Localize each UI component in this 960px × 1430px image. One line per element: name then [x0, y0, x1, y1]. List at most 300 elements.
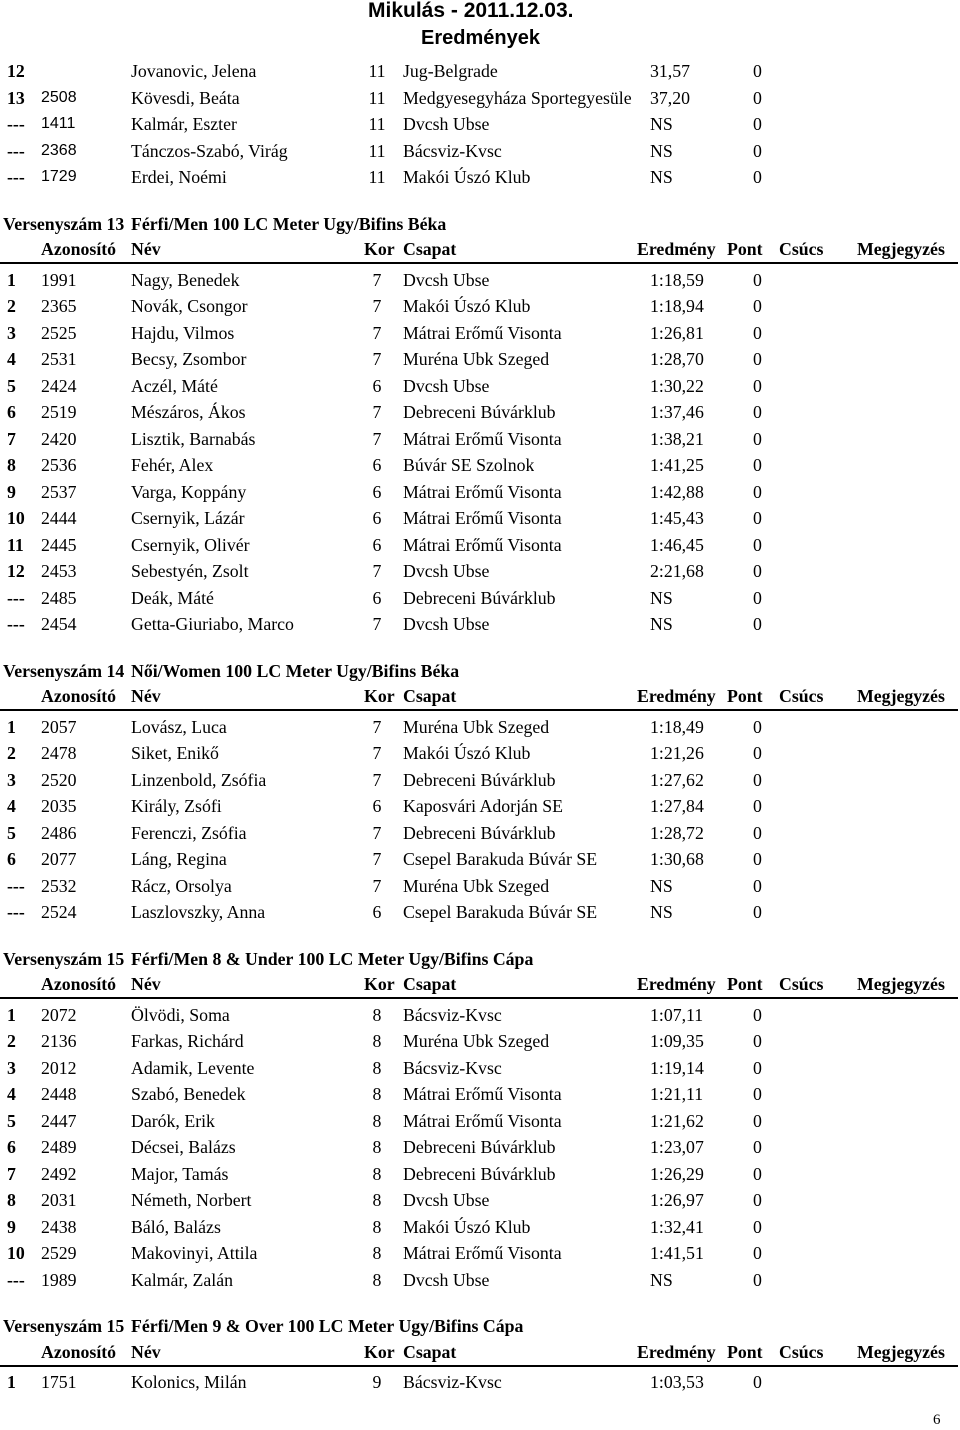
- result-cell: 1:18,94: [650, 296, 704, 316]
- result-cell: 1:07,11: [650, 1004, 704, 1025]
- age-cell: 7: [372, 614, 382, 634]
- place-cell: 1: [7, 716, 16, 737]
- athlete-id-cell: 2454: [41, 614, 77, 634]
- result-cell: 1:26,81: [650, 322, 704, 343]
- result-cell: NS: [650, 902, 673, 922]
- page-number: 6: [933, 1412, 941, 1428]
- result-row: [0, 1187, 960, 1214]
- age-cell: 7: [372, 269, 382, 290]
- athlete-id-cell: 2136: [41, 1031, 77, 1051]
- points-cell: 0: [753, 61, 762, 81]
- result-cell: 2:21,68: [650, 561, 704, 581]
- result-cell: 1:30,68: [650, 849, 704, 869]
- result-cell: 1:03,53: [650, 1372, 704, 1392]
- age-cell: 8: [372, 1084, 382, 1104]
- place-cell: 3: [7, 322, 16, 343]
- place-cell: 5: [7, 822, 16, 843]
- athlete-name-cell: Décsei, Balázs: [131, 1137, 236, 1157]
- result-cell: 31,57: [650, 61, 691, 81]
- athlete-id-cell: 2532: [41, 875, 77, 896]
- result-row: [0, 479, 960, 506]
- result-row: [0, 85, 960, 112]
- column-header-team: Csapat: [403, 974, 457, 994]
- team-cell: Mátrai Erőmű Visonta: [403, 1110, 562, 1131]
- result-row: [0, 1134, 960, 1161]
- athlete-id-cell: 2077: [41, 849, 77, 869]
- result-cell: 1:26,97: [650, 1190, 704, 1210]
- column-header-note: Megjegyzés: [857, 974, 945, 994]
- athlete-name-cell: Darók, Erik: [131, 1110, 215, 1131]
- column-header-id: Azonosító: [41, 239, 117, 259]
- result-row: [0, 452, 960, 479]
- points-cell: 0: [753, 1269, 762, 1290]
- column-header-record: Csúcs: [779, 239, 824, 259]
- result-cell: NS: [650, 614, 673, 634]
- age-cell: 7: [372, 322, 382, 343]
- result-cell: 1:28,72: [650, 822, 704, 843]
- points-cell: 0: [753, 769, 762, 790]
- event-title: [0, 946, 960, 973]
- team-cell: Dvcsh Ubse: [403, 269, 490, 290]
- points-cell: 0: [753, 1110, 762, 1131]
- athlete-id-cell: 2424: [41, 375, 77, 396]
- team-cell: Makói Úszó Klub: [403, 743, 531, 763]
- age-cell: 8: [372, 1004, 382, 1025]
- team-cell: Csepel Barakuda Búvár SE: [403, 902, 598, 922]
- column-header-row: [0, 684, 958, 711]
- athlete-id-cell: 2365: [41, 296, 77, 316]
- result-cell: 1:32,41: [650, 1216, 704, 1237]
- result-cell: 1:41,51: [650, 1243, 704, 1263]
- result-cell: 1:28,70: [650, 349, 704, 369]
- athlete-id-cell: 2478: [41, 743, 77, 763]
- age-cell: 8: [372, 1243, 382, 1263]
- place-cell: 3: [7, 1057, 16, 1078]
- column-header-age: Kor: [364, 239, 395, 259]
- points-cell: 0: [753, 1243, 762, 1263]
- athlete-name-cell: Mészáros, Ákos: [131, 402, 246, 422]
- result-row: [0, 267, 960, 294]
- result-row: [0, 1108, 960, 1135]
- age-cell: 8: [372, 1216, 382, 1237]
- team-cell: Debreceni Búvárklub: [403, 1163, 556, 1184]
- result-cell: 1:27,62: [650, 769, 704, 790]
- event-section: [0, 1313, 960, 1396]
- points-cell: 0: [753, 849, 762, 869]
- place-cell: ---: [7, 167, 25, 187]
- place-cell: ---: [7, 1269, 25, 1290]
- athlete-name-cell: Deák, Máté: [131, 587, 214, 608]
- place-cell: 1: [7, 269, 16, 290]
- result-row: [0, 740, 960, 767]
- event-section: [0, 211, 960, 638]
- points-cell: 0: [753, 167, 762, 187]
- points-cell: 0: [753, 1216, 762, 1237]
- column-header-result: Eredmény: [637, 1341, 716, 1362]
- result-row: [0, 1267, 960, 1294]
- age-cell: 9: [372, 1372, 382, 1392]
- athlete-id-cell: 2537: [41, 481, 77, 502]
- place-cell: ---: [7, 114, 25, 134]
- result-cell: 1:30,22: [650, 375, 704, 396]
- event-number-label: Versenyszám 13: [3, 213, 125, 234]
- points-cell: 0: [753, 1163, 762, 1184]
- result-cell: 1:21,26: [650, 743, 704, 763]
- result-row: [0, 138, 960, 165]
- points-cell: 0: [753, 716, 762, 737]
- results-table: [0, 267, 960, 638]
- athlete-name-cell: Major, Tamás: [131, 1163, 229, 1184]
- athlete-id-cell: 2012: [41, 1057, 77, 1078]
- age-cell: 6: [372, 375, 382, 396]
- age-cell: 8: [372, 1163, 382, 1184]
- points-cell: 0: [753, 743, 762, 763]
- column-header-age: Kor: [364, 686, 395, 706]
- team-cell: Debreceni Búvárklub: [403, 1137, 556, 1157]
- place-cell: 8: [7, 455, 16, 475]
- column-header-note: Megjegyzés: [857, 1341, 945, 1362]
- athlete-name-cell: Lovász, Luca: [131, 716, 227, 737]
- age-cell: 6: [372, 481, 382, 502]
- column-header-result: Eredmény: [637, 239, 716, 259]
- athlete-name-cell: Hajdu, Vilmos: [131, 322, 235, 343]
- athlete-name-cell: Adamik, Levente: [131, 1057, 255, 1078]
- athlete-name-cell: Csernyik, Olivér: [131, 534, 250, 555]
- result-row: [0, 532, 960, 559]
- event-section: [0, 946, 960, 1294]
- athlete-id-cell: 2525: [41, 322, 77, 343]
- athlete-id-cell: 1989: [41, 1269, 77, 1290]
- athlete-name-cell: Láng, Regina: [131, 849, 227, 869]
- points-cell: 0: [753, 587, 762, 608]
- points-cell: 0: [753, 1057, 762, 1078]
- result-cell: 1:37,46: [650, 402, 704, 422]
- age-cell: 7: [372, 849, 382, 869]
- result-row: [0, 426, 960, 453]
- event-title: [0, 658, 960, 685]
- athlete-name-cell: Makovinyi, Attila: [131, 1243, 258, 1263]
- place-cell: ---: [7, 902, 25, 922]
- points-cell: 0: [753, 114, 762, 134]
- page-title: Mikulás - 2011.12.03.: [368, 0, 574, 22]
- column-header-result: Eredmény: [637, 974, 716, 994]
- team-cell: Bácsviz-Kvsc: [403, 1057, 502, 1078]
- athlete-id-cell: 1411: [41, 115, 76, 132]
- result-row: [0, 1161, 960, 1188]
- column-header-points: Pont: [727, 1341, 763, 1362]
- result-row: [0, 111, 960, 138]
- column-header-id: Azonosító: [41, 974, 117, 994]
- event-title: [0, 1313, 960, 1340]
- age-cell: 8: [372, 1031, 382, 1051]
- age-cell: 6: [372, 455, 382, 475]
- points-cell: 0: [753, 1372, 762, 1392]
- points-cell: 0: [753, 561, 762, 581]
- athlete-id-cell: 2031: [41, 1190, 77, 1210]
- team-cell: Dvcsh Ubse: [403, 1190, 490, 1210]
- points-cell: 0: [753, 902, 762, 922]
- event-name: Férfi/Men 9 & Over 100 LC Meter Ugy/Bifins Cápa: [131, 1316, 524, 1336]
- event-section: [0, 658, 960, 926]
- athlete-name-cell: Csernyik, Lázár: [131, 508, 245, 528]
- athlete-name-cell: Szabó, Benedek: [131, 1084, 246, 1104]
- athlete-id-cell: 2520: [41, 769, 77, 790]
- athlete-id-cell: 2448: [41, 1084, 77, 1104]
- athlete-name-cell: Király, Zsófi: [131, 796, 222, 816]
- athlete-id-cell: 2035: [41, 796, 77, 816]
- event-name: Férfi/Men 8 & Under 100 LC Meter Ugy/Bifins Cápa: [131, 948, 534, 969]
- result-row: [0, 346, 960, 373]
- place-cell: 4: [7, 349, 16, 369]
- place-cell: 7: [7, 428, 16, 449]
- age-cell: 7: [372, 822, 382, 843]
- result-row: [0, 1081, 960, 1108]
- team-cell: Bácsviz-Kvsc: [403, 1004, 502, 1025]
- team-cell: Kaposvári Adorján SE: [403, 796, 564, 816]
- team-cell: Dvcsh Ubse: [403, 614, 490, 634]
- place-cell: 13: [7, 87, 25, 108]
- result-row: [0, 1028, 960, 1055]
- points-cell: 0: [753, 614, 762, 634]
- age-cell: 6: [372, 587, 382, 608]
- team-cell: Jug-Belgrade: [403, 61, 498, 81]
- continued-results-table: [0, 58, 960, 191]
- result-row: [0, 1214, 960, 1241]
- results-content: [0, 58, 960, 1396]
- column-header-points: Pont: [727, 974, 763, 994]
- age-cell: 6: [372, 902, 382, 922]
- athlete-id-cell: 2072: [41, 1004, 77, 1025]
- athlete-name-cell: Erdei, Noémi: [131, 167, 227, 187]
- result-cell: NS: [650, 140, 673, 161]
- athlete-name-cell: Kövesdi, Beáta: [131, 87, 240, 108]
- points-cell: 0: [753, 481, 762, 502]
- place-cell: 2: [7, 296, 16, 316]
- result-row: [0, 1369, 960, 1396]
- result-cell: 1:19,14: [650, 1057, 704, 1078]
- result-row: [0, 58, 960, 85]
- place-cell: 10: [7, 1243, 25, 1263]
- athlete-id-cell: 2438: [41, 1216, 77, 1237]
- result-row: [0, 164, 960, 191]
- column-header-result: Eredmény: [637, 686, 716, 706]
- age-cell: 7: [372, 349, 382, 369]
- place-cell: 3: [7, 769, 16, 790]
- points-cell: 0: [753, 455, 762, 475]
- points-cell: 0: [753, 428, 762, 449]
- result-cell: NS: [650, 875, 673, 896]
- points-cell: 0: [753, 508, 762, 528]
- place-cell: 2: [7, 743, 16, 763]
- points-cell: 0: [753, 796, 762, 816]
- result-cell: 37,20: [650, 87, 691, 108]
- team-cell: Medgyesegyháza Sportegyesüle: [403, 87, 632, 108]
- column-header-name: Név: [131, 1341, 161, 1362]
- column-header-points: Pont: [727, 239, 763, 259]
- column-header-age: Kor: [364, 974, 395, 994]
- team-cell: Búvár SE Szolnok: [403, 455, 535, 475]
- points-cell: 0: [753, 349, 762, 369]
- column-header-note: Megjegyzés: [857, 239, 945, 259]
- points-cell: 0: [753, 375, 762, 396]
- team-cell: Makói Úszó Klub: [403, 1216, 531, 1237]
- team-cell: Mátrai Erőmű Visonta: [403, 1243, 562, 1263]
- athlete-name-cell: Siket, Enikő: [131, 743, 219, 763]
- team-cell: Muréna Ubk Szeged: [403, 875, 550, 896]
- result-cell: 1:42,88: [650, 481, 704, 502]
- results-table: [0, 1369, 960, 1396]
- team-cell: Muréna Ubk Szeged: [403, 716, 550, 737]
- athlete-name-cell: Nagy, Benedek: [131, 269, 240, 290]
- team-cell: Mátrai Erőmű Visonta: [403, 1084, 562, 1104]
- result-row: [0, 767, 960, 794]
- athlete-id-cell: 2453: [41, 561, 77, 581]
- athlete-name-cell: Sebestyén, Zsolt: [131, 561, 249, 581]
- place-cell: 8: [7, 1190, 16, 1210]
- team-cell: Mátrai Erőmű Visonta: [403, 481, 562, 502]
- place-cell: 7: [7, 1163, 16, 1184]
- points-cell: 0: [753, 87, 762, 108]
- athlete-name-cell: Ölvödi, Soma: [131, 1004, 230, 1025]
- result-cell: NS: [650, 587, 673, 608]
- column-header-row: [0, 972, 958, 999]
- age-cell: 11: [368, 114, 386, 134]
- result-row: [0, 373, 960, 400]
- column-header-record: Csúcs: [779, 974, 824, 994]
- age-cell: 6: [372, 796, 382, 816]
- result-cell: 1:21,11: [650, 1084, 704, 1104]
- place-cell: 4: [7, 1084, 16, 1104]
- event-number-label: Versenyszám 15: [3, 1316, 125, 1336]
- team-cell: Makói Úszó Klub: [403, 167, 531, 187]
- age-cell: 8: [372, 1269, 382, 1290]
- team-cell: Csepel Barakuda Búvár SE: [403, 849, 598, 869]
- result-row: [0, 820, 960, 847]
- athlete-id-cell: 2420: [41, 428, 77, 449]
- athlete-name-cell: Fehér, Alex: [131, 455, 214, 475]
- result-row: [0, 585, 960, 612]
- points-cell: 0: [753, 875, 762, 896]
- athlete-name-cell: Báló, Balázs: [131, 1216, 221, 1237]
- team-cell: Muréna Ubk Szeged: [403, 349, 550, 369]
- athlete-id-cell: 2485: [41, 587, 77, 608]
- result-row: [0, 793, 960, 820]
- athlete-id-cell: 2489: [41, 1137, 77, 1157]
- result-row: [0, 1055, 960, 1082]
- athlete-name-cell: Linzenbold, Zsófia: [131, 769, 267, 790]
- athlete-name-cell: Becsy, Zsombor: [131, 349, 247, 369]
- result-cell: 1:26,29: [650, 1163, 704, 1184]
- result-row: [0, 293, 960, 320]
- team-cell: Mátrai Erőmű Visonta: [403, 508, 562, 528]
- column-header-row: [0, 237, 958, 264]
- result-row: [0, 846, 960, 873]
- event-title: [0, 211, 960, 238]
- place-cell: 10: [7, 508, 25, 528]
- place-cell: ---: [7, 587, 25, 608]
- athlete-id-cell: 2447: [41, 1110, 77, 1131]
- age-cell: 6: [372, 534, 382, 555]
- athlete-name-cell: Rácz, Orsolya: [131, 875, 232, 896]
- column-header-name: Név: [131, 239, 161, 259]
- place-cell: 5: [7, 375, 16, 396]
- athlete-name-cell: Laszlovszky, Anna: [131, 902, 266, 922]
- team-cell: Mátrai Erőmű Visonta: [403, 428, 562, 449]
- place-cell: 12: [7, 61, 25, 81]
- age-cell: 7: [372, 769, 382, 790]
- column-header-name: Név: [131, 974, 161, 994]
- place-cell: 5: [7, 1110, 16, 1131]
- place-cell: 1: [7, 1372, 16, 1392]
- points-cell: 0: [753, 1084, 762, 1104]
- age-cell: 7: [372, 561, 382, 581]
- athlete-name-cell: Jovanovic, Jelena: [131, 61, 257, 81]
- age-cell: 8: [372, 1057, 382, 1078]
- result-cell: 1:41,25: [650, 455, 704, 475]
- team-cell: Bácsviz-Kvsc: [403, 140, 502, 161]
- points-cell: 0: [753, 140, 762, 161]
- team-cell: Mátrai Erőmű Visonta: [403, 534, 562, 555]
- place-cell: ---: [7, 875, 25, 896]
- athlete-name-cell: Kalmár, Eszter: [131, 114, 237, 134]
- place-cell: 4: [7, 796, 16, 816]
- result-row: [0, 611, 960, 638]
- athlete-id-cell: 2531: [41, 349, 77, 369]
- page-subtitle: Eredmények: [421, 27, 540, 49]
- place-cell: 12: [7, 561, 25, 581]
- athlete-id-cell: 2529: [41, 1243, 77, 1263]
- age-cell: 7: [372, 875, 382, 896]
- team-cell: Dvcsh Ubse: [403, 114, 490, 134]
- athlete-id-cell: 2368: [41, 141, 77, 159]
- points-cell: 0: [753, 1190, 762, 1210]
- athlete-name-cell: Németh, Norbert: [131, 1190, 252, 1210]
- column-header-points: Pont: [727, 686, 763, 706]
- athlete-id-cell: 2508: [41, 88, 77, 106]
- result-cell: 1:23,07: [650, 1137, 704, 1157]
- result-cell: NS: [650, 1269, 673, 1290]
- points-cell: 0: [753, 269, 762, 290]
- column-header-team: Csapat: [403, 1341, 457, 1362]
- place-cell: 6: [7, 849, 16, 869]
- result-cell: 1:09,35: [650, 1031, 704, 1051]
- points-cell: 0: [753, 322, 762, 343]
- age-cell: 7: [372, 296, 382, 316]
- age-cell: 8: [372, 1137, 382, 1157]
- athlete-id-cell: 2536: [41, 455, 77, 475]
- athlete-name-cell: Lisztik, Barnabás: [131, 428, 256, 449]
- column-header-record: Csúcs: [779, 686, 824, 706]
- place-cell: 1: [7, 1004, 16, 1025]
- column-header-id: Azonosító: [41, 1341, 117, 1362]
- result-row: [0, 714, 960, 741]
- age-cell: 7: [372, 743, 382, 763]
- place-cell: ---: [7, 614, 25, 634]
- points-cell: 0: [753, 1004, 762, 1025]
- event-name: Férfi/Men 100 LC Meter Ugy/Bifins Béka: [131, 213, 447, 234]
- place-cell: 2: [7, 1031, 16, 1051]
- column-header-team: Csapat: [403, 686, 457, 706]
- result-cell: 1:46,45: [650, 534, 704, 555]
- team-cell: Debreceni Búvárklub: [403, 822, 556, 843]
- result-row: [0, 1240, 960, 1267]
- place-cell: 9: [7, 481, 16, 502]
- place-cell: 11: [7, 534, 24, 555]
- team-cell: Makói Úszó Klub: [403, 296, 531, 316]
- points-cell: 0: [753, 534, 762, 555]
- age-cell: 11: [368, 61, 386, 81]
- column-header-age: Kor: [364, 1341, 395, 1362]
